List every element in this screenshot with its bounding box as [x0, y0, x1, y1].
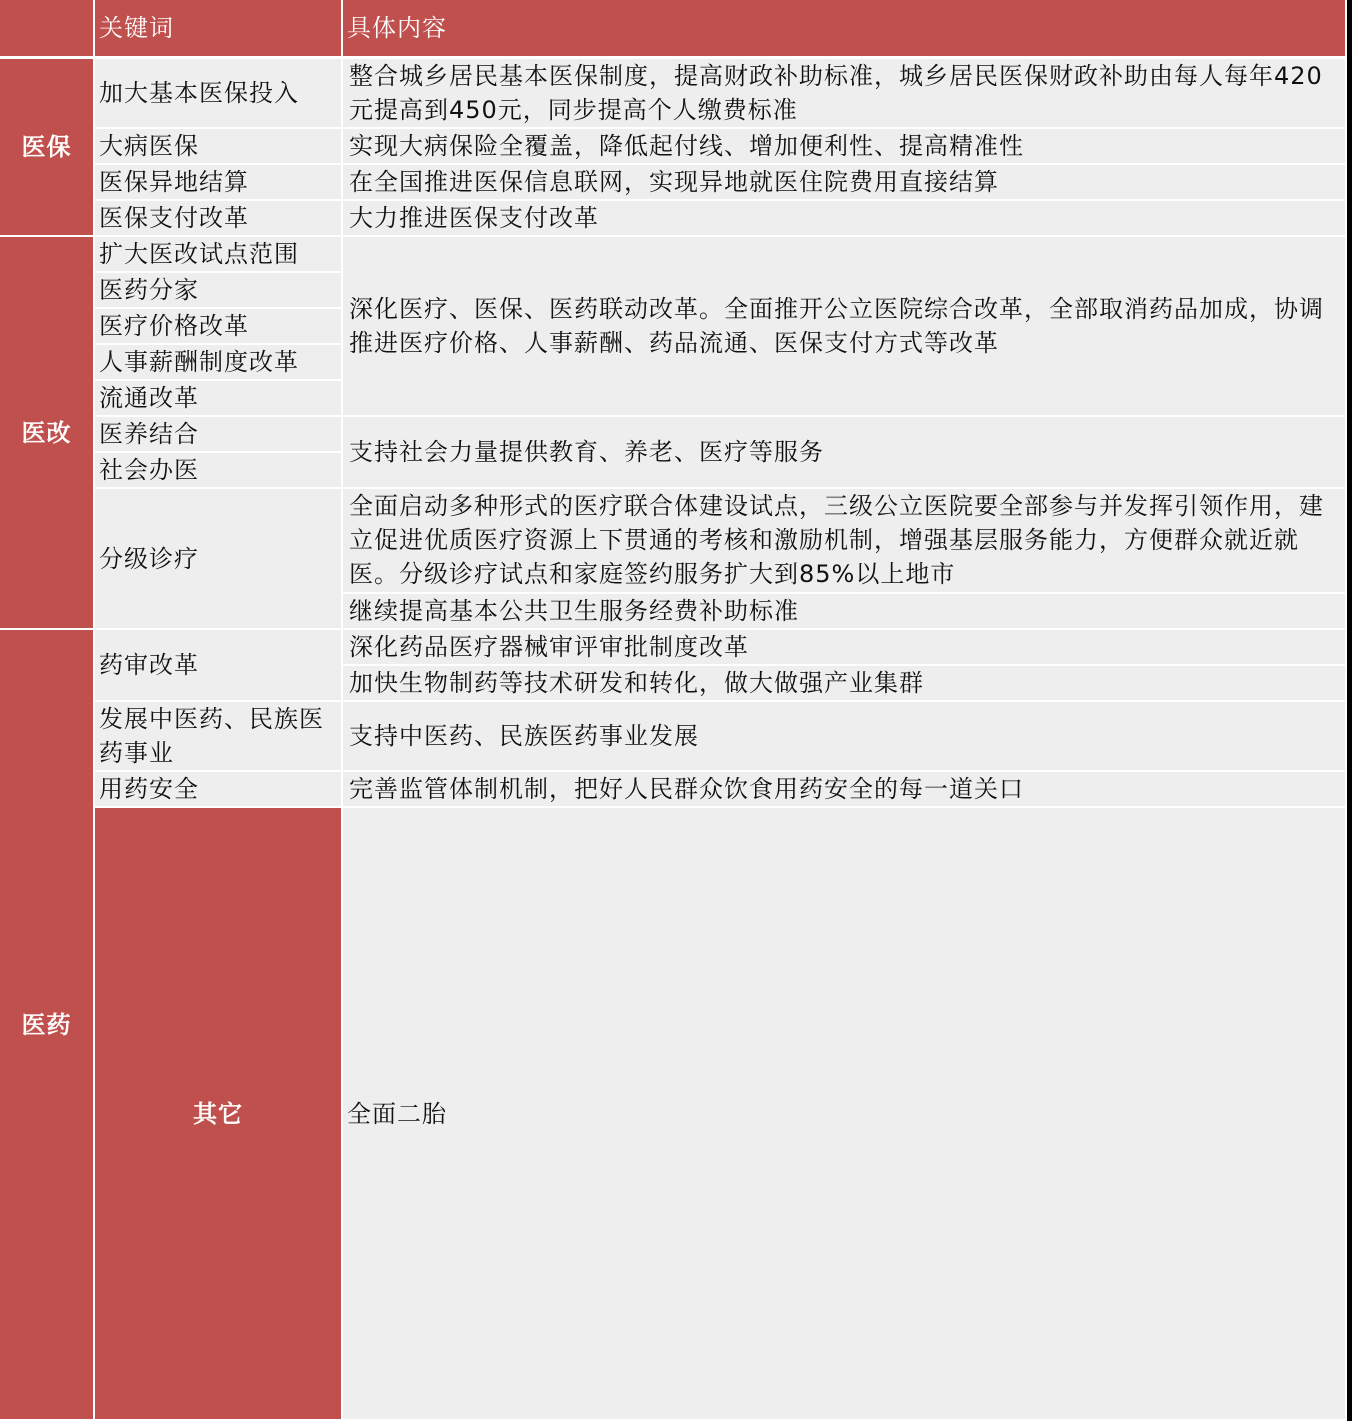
content-cell: 深化医疗、医保、医药联动改革。全面推开公立医院综合改革，全部取消药品加成，协调推进医疗价格、人事薪酬、药品流通、医保支付方式等改革 — [342, 236, 1346, 416]
content-cell: 加快生物制药等技术研发和转化，做大做强产业集群 — [342, 665, 1346, 701]
category-yibao: 医保 — [0, 58, 94, 237]
header-keyword: 关键词 — [94, 0, 342, 58]
content-cell: 支持社会力量提供教育、养老、医疗等服务 — [342, 416, 1346, 488]
keyword-cell: 社会办医 — [94, 452, 342, 488]
content-cell: 全面启动多种形式的医疗联合体建设试点，三级公立医院要全部参与并发挥引领作用，建立促进优质医疗资源上下贯通的考核和激励机制，增强基层服务能力，方便群众就近就医。分级诊疗试点和家庭签约服务扩大到85%以上地市 — [342, 488, 1346, 593]
table-row — [0, 701, 1346, 771]
header-content: 具体内容 — [342, 0, 1346, 58]
table-header-row — [0, 0, 1346, 58]
header-category — [0, 0, 94, 58]
table-row — [0, 128, 1346, 164]
content-cell: 完善监管体制机制，把好人民群众饮食用药安全的每一道关口 — [342, 771, 1346, 807]
table-row — [0, 416, 1346, 452]
category-yiyao: 医药 — [0, 629, 94, 1420]
table-row — [0, 488, 1346, 593]
category-yigai: 医改 — [0, 236, 94, 629]
keyword-cell: 医药分家 — [94, 272, 342, 308]
content-cell: 实现大病保险全覆盖，降低起付线、增加便利性、提高精准性 — [342, 128, 1346, 164]
keyword-cell: 医保异地结算 — [94, 164, 342, 200]
content-cell: 支持中医药、民族医药事业发展 — [342, 701, 1346, 771]
content-cell: 在全国推进医保信息联网，实现异地就医住院费用直接结算 — [342, 164, 1346, 200]
keyword-cell: 药审改革 — [94, 629, 342, 701]
keyword-cell: 医养结合 — [94, 416, 342, 452]
keyword-cell: 流通改革 — [94, 380, 342, 416]
table-row — [0, 807, 1346, 1420]
table-row — [0, 629, 1346, 665]
table-row — [0, 200, 1346, 236]
keyword-cell: 医保支付改革 — [94, 200, 342, 236]
table-row — [0, 58, 1346, 129]
keyword-cell: 医疗价格改革 — [94, 308, 342, 344]
keyword-cell: 加大基本医保投入 — [94, 58, 342, 129]
keyword-cell: 扩大医改试点范围 — [94, 236, 342, 272]
table-row — [0, 771, 1346, 807]
keyword-cell: 用药安全 — [94, 771, 342, 807]
content-cell: 整合城乡居民基本医保制度，提高财政补助标准，城乡居民医保财政补助由每人每年420元提高到450元，同步提高个人缴费标准 — [342, 58, 1346, 129]
content-cell: 继续提高基本公共卫生服务经费补助标准 — [342, 593, 1346, 629]
keyword-cell: 大病医保 — [94, 128, 342, 164]
table-row — [0, 236, 1346, 272]
content-cell: 深化药品医疗器械审评审批制度改革 — [342, 629, 1346, 665]
keyword-cell: 发展中医药、民族医药事业 — [94, 701, 342, 771]
content-cell: 大力推进医保支付改革 — [342, 200, 1346, 236]
keyword-cell: 分级诊疗 — [94, 488, 342, 629]
keyword-cell: 人事薪酬制度改革 — [94, 344, 342, 380]
table-row — [0, 164, 1346, 200]
keyword-cell: 全面二胎 — [342, 807, 1346, 1420]
category-qita: 其它 — [94, 807, 342, 1420]
